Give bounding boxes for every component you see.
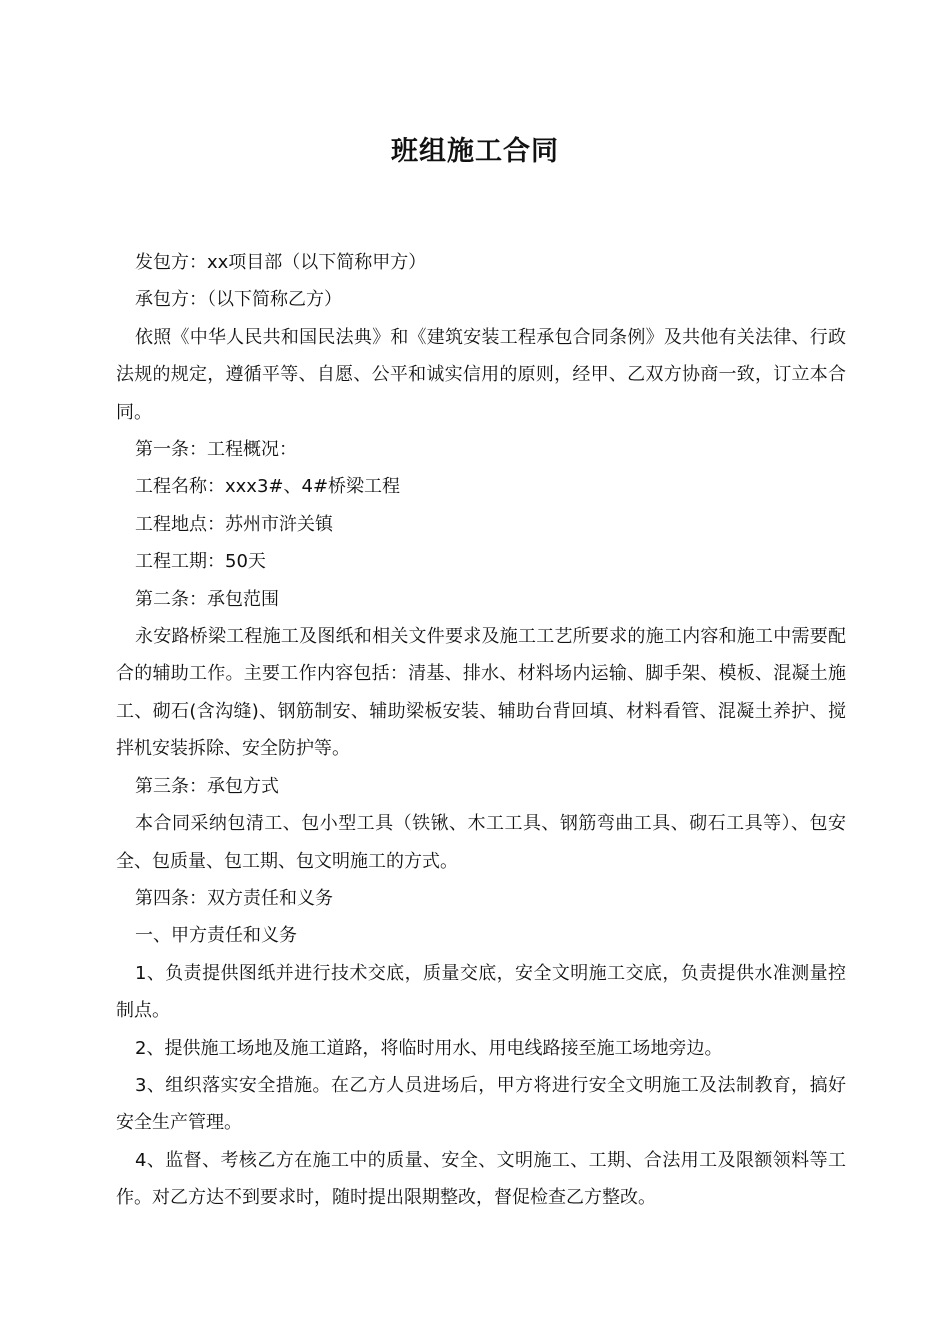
paragraph-article-1-heading: 第一条：工程概况：	[135, 439, 297, 461]
paragraph-article-4-heading: 第四条：双方责任和义务	[135, 887, 333, 909]
paragraph-article-2-heading: 第二条：承包范围	[135, 588, 279, 610]
paragraph-scope: 永安路桥梁工程施工及图纸和相关文件要求及施工工艺所要求的施工内容和施工中需要配合的辅助工作。主要工作内容包括：清基、排水、材料场内运输、脚手架、模板、混凝土施工、砌石(含沟缝)、钢筋制安、辅助梁板安装、辅助台背回填、材料看管、混凝土养护、搅拌机安装拆除、安全防护等。	[116, 626, 846, 760]
paragraph-project-duration: 工程工期：50天	[135, 551, 266, 573]
paragraph-project-name: 工程名称：xxx3#、4#桥梁工程	[135, 476, 401, 498]
paragraph-legal-basis: 依照《中华人民共和国民法典》和《建筑安装工程承包合同条例》及共他有关法律、行政法规的规定，遵循平等、自愿、公平和诚实信用的原则，经甲、乙双方协商一致，订立本合同。	[116, 326, 846, 423]
paragraph-project-location: 工程地点：苏州市浒关镇	[135, 513, 333, 535]
paragraph-subcontractor: 承包方：（以下简称乙方）	[135, 289, 342, 311]
paragraph-contractor: 发包方：xx项目部（以下简称甲方）	[135, 252, 427, 273]
paragraph-party-a-heading: 一、甲方责任和义务	[135, 925, 297, 947]
paragraph-party-a-item-3: 3、组织落实安全措施。在乙方人员进场后，甲方将进行安全文明施工及法制教育，搞好安全生产管理。	[116, 1074, 846, 1134]
paragraph-contract-mode: 本合同采纳包清工、包小型工具（铁锹、木工工具、钢筋弯曲工具、砌石工具等）、包安全、包质量、包工期、包文明施工的方式。	[116, 813, 846, 872]
paragraph-party-a-item-2: 2、提供施工场地及施工道路，将临时用水、用电线路接至施工场地旁边。	[135, 1037, 723, 1059]
paragraph-article-3-heading: 第三条：承包方式	[135, 775, 279, 797]
paragraph-party-a-item-4: 4、监督、考核乙方在施工中的质量、安全、文明施工、工期、合法用工及限额领料等工作。对乙方达不到要求时，随时提出限期整改，督促检查乙方整改。	[116, 1149, 846, 1209]
document-title: 班组施工合同	[391, 136, 559, 167]
paragraph-party-a-item-1: 1、负责提供图纸并进行技术交底，质量交底，安全文明施工交底，负责提供水准测量控制点。	[116, 962, 846, 1022]
document-body	[116, 244, 846, 1217]
